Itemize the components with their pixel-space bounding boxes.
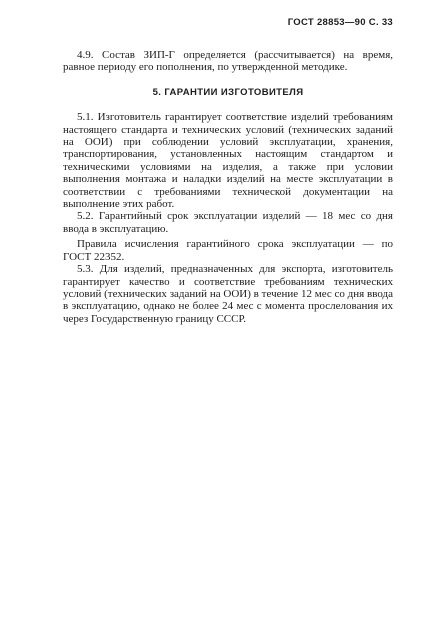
section-5-title: 5. ГАРАНТИИ ИЗГОТОВИТЕЛЯ bbox=[152, 86, 304, 98]
paragraph-5-3: 5.3. Для изделий, предназначенных для экспорта, изготовитель гарантирует качество и соответствие требованиям технических условий (технических заданий на ООИ) в течение 12 мес со дня ввода в эксплуатацию, однако не более 24 мес с момента прослелования их через Государственную границу СССР. bbox=[63, 263, 393, 325]
paragraph-5-2: 5.2. Гарантийный срок эксплуатации изделий — 18 мес со дня ввода в эксплуатацию. bbox=[63, 210, 393, 235]
paragraph-5-2-rules: Правила исчисления гарантийного срока эксплуатации — по ГОСТ 22352. bbox=[63, 238, 393, 263]
page-body bbox=[63, 49, 393, 325]
paragraph-4-9: 4.9. Состав ЗИП-Г определяется (рассчитывается) на время, равное периоду его пополнения, по утвержденной методике. bbox=[63, 49, 393, 74]
paragraph-5-1: 5.1. Изготовитель гарантирует соответствие изделий требованиям настоящего стандарта и технических условий (технических заданий на ООИ) при соблюдении условий эксплуатации, хранения, транспортирования, установленных настоящим стандартом и техническими условиями на изделия, а также при условии выполнения монтажа и наладки изделий на месте эксплуатации в соответствии с требованиями технической документации на выполнение этих работ. bbox=[63, 111, 393, 211]
running-head: ГОСТ 28853—90 С. 33 bbox=[287, 17, 393, 28]
